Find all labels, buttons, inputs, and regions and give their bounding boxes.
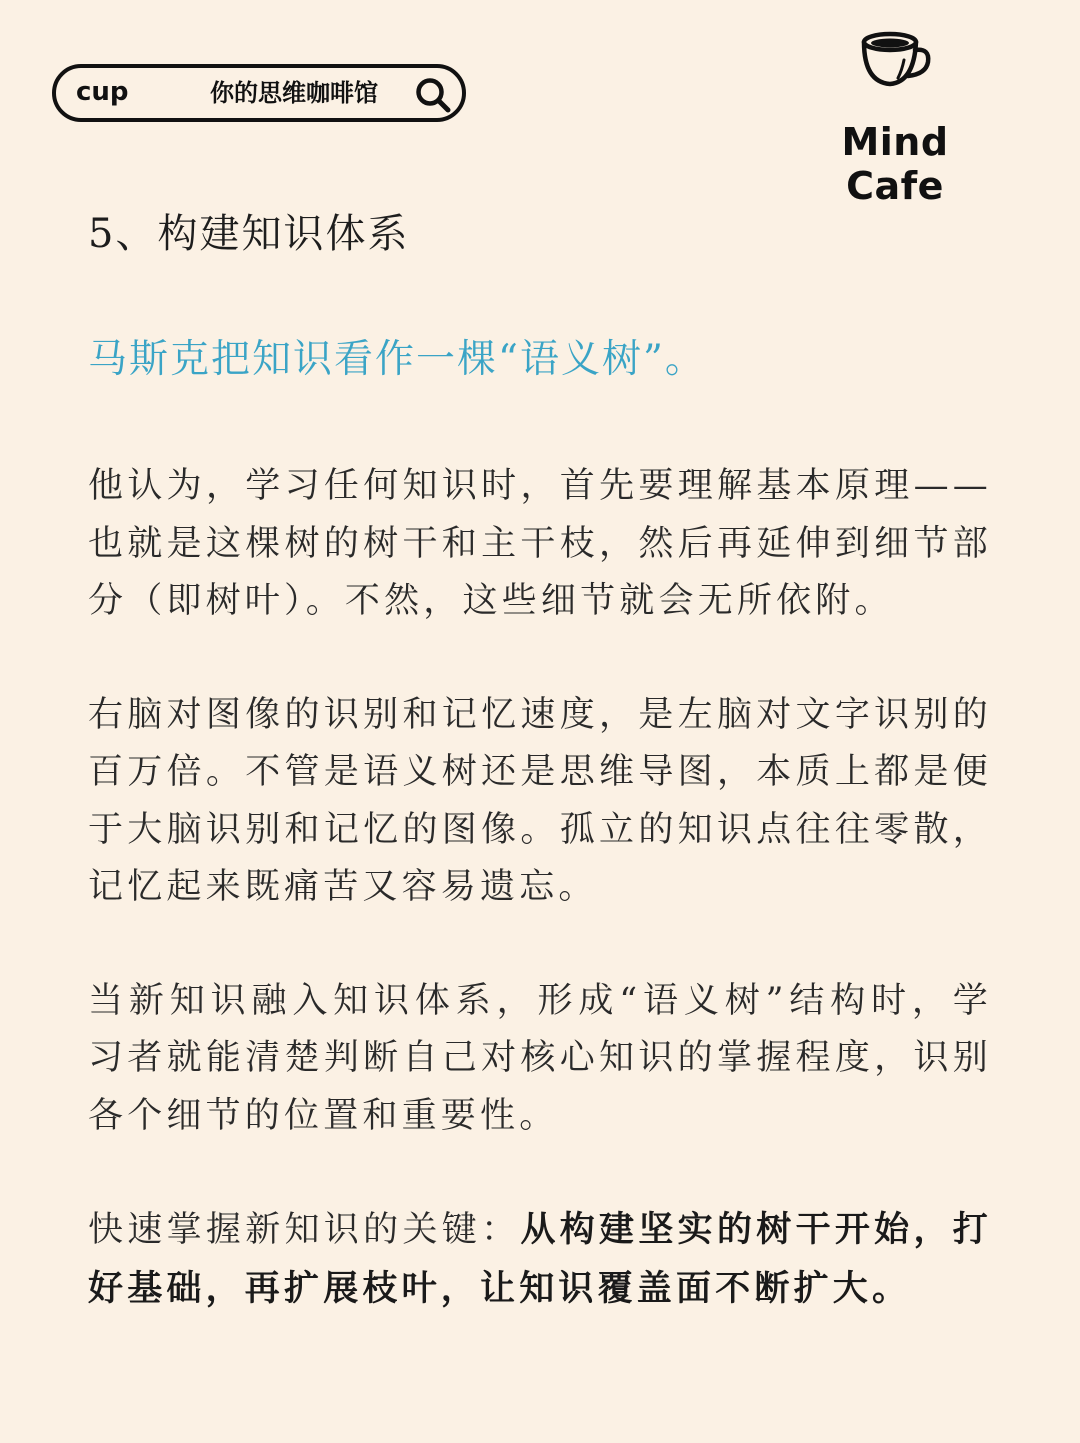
search-label: cup xyxy=(76,77,129,107)
search-icon[interactable] xyxy=(414,76,452,114)
brand-logo xyxy=(790,28,1000,208)
highlight-sentence: 马斯克把知识看作一棵“语义树”。 xyxy=(88,337,706,382)
paragraph-2: 右脑对图像的识别和记忆速度，是左脑对文字识别的百万倍。不管是语义树还是思维导图，本质上都是便于大脑识别和记忆的图像。孤立的知识点往往零散，记忆起来既痛苦又容易遗忘。 xyxy=(88,694,992,907)
search-bar[interactable] xyxy=(52,64,466,122)
brand-name: Mind Cafe xyxy=(841,120,949,208)
paragraph-3: 当新知识融入知识体系，形成“语义树”结构时，学习者就能清楚判断自己对核心知识的掌握程度，识别各个细节的位置和重要性。 xyxy=(88,980,992,1136)
paragraph-4-lead: 快速掌握新知识的关键： xyxy=(88,1210,521,1250)
paragraph-4 xyxy=(88,1201,992,1318)
paragraph-1: 他认为，学习任何知识时，首先要理解基本原理——也就是这棵树的树干和主干枝，然后再延伸到细节部分（即树叶）。不然，这些细节就会无所依附。 xyxy=(88,466,992,621)
tagline: 你的思维咖啡馆 xyxy=(210,79,378,107)
paragraph-4-emphasis: 从构建坚实的树干开始，打好基础，再扩展枝叶，让知识覆盖面不断扩大。 xyxy=(88,1209,993,1309)
coffee-cup-icon xyxy=(858,30,934,88)
article-body xyxy=(88,204,992,1318)
section-title: 5、构建知识体系 xyxy=(88,211,410,257)
